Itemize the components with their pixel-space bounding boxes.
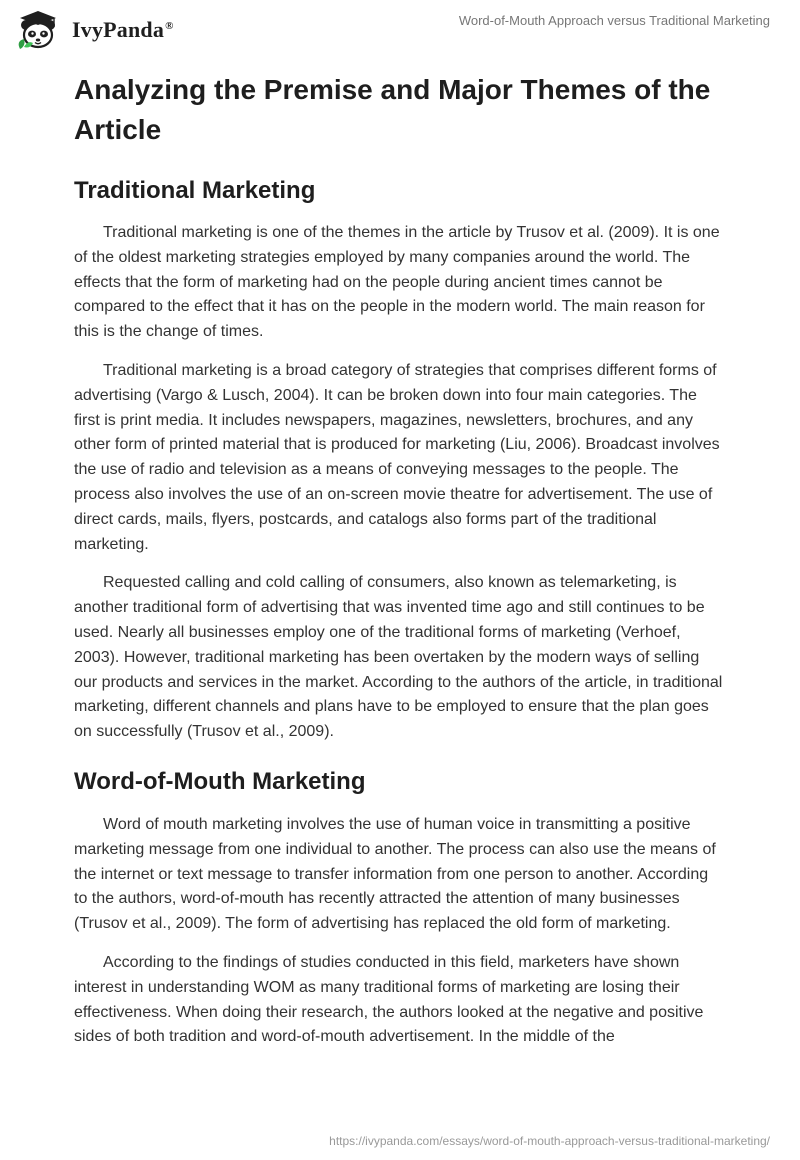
panda-graduate-icon — [14, 9, 64, 51]
ivypanda-logo[interactable] — [14, 8, 174, 52]
article-body — [74, 70, 724, 1064]
paragraph: Requested calling and cold calling of consumers, also known as telemarketing, is another traditional form of advertising that was invented time ago and still continues to be used. Nearly all businesses employ one of the traditional forms of marketing (Verhoef, 2003). However, traditional marketing has been overtaken by the modern ways of selling our products and services in the market. According to the authors of the article, in traditional marketing, different channels and plans have to be employed to ensure that the plan goes on successfully (Trusov et al., 2009). — [74, 574, 723, 741]
document-title: Word-of-Mouth Approach versus Traditional Marketing — [458, 13, 770, 28]
paragraph: Traditional marketing is a broad category of strategies that comprises different forms of advertising (Vargo & Lusch, 2004). It can be broken down into four main categories. The first is print media. It includes newspapers, magazines, newsletters, brochures, and any other form of printed material that is produced for marketing (Liu, 2006). Broadcast involves the use of radio and television as a means of conveying messages to the people. The process also involves the use of an on-screen movie theatre for advertisement. The use of direct cards, mails, flyers, postcards, and catalogs also forms part of the traditional marketing. — [74, 361, 720, 553]
page-title: Analyzing the Premise and Major Themes of the Article — [74, 74, 711, 145]
section-heading-word-of-mouth-marketing: Word-of-Mouth Marketing — [74, 767, 366, 795]
paragraph: Word of mouth marketing involves the use of human voice in transmitting a positive marketing message from one individual to another. The process can also use the means of the internet or text message to transfer information from one person to another. According to the authors, word-of-mouth has recently attracted the attention of many businesses (Trusov et al., 2009). The form of advertising has replaced the old form of marketing. — [74, 815, 716, 933]
section-heading-traditional-marketing: Traditional Marketing — [74, 177, 316, 204]
paragraph: According to the findings of studies conducted in this field, marketers have shown interest in understanding WOM as many traditional forms of marketing are losing their effectiveness. When doing their research, the authors looked at the negative and positive sides of both tradition and word-of-mouth advertisement. In the middle of the — [74, 953, 704, 1046]
source-url[interactable]: https://ivypanda.com/essays/word-of-mouth-approach-versus-traditional-marketing/ — [329, 1134, 770, 1148]
logo-wordmark: IvyPanda® — [72, 17, 174, 42]
page-header — [0, 0, 800, 60]
paragraph: Traditional marketing is one of the themes in the article by Trusov et al. (2009). It is one of the oldest marketing strategies employed by many companies around the world. The effects that the form of marketing had on the people during ancient times cannot be compared to the effect that it has on the people in the modern world. The main reason for this is the change of times. — [74, 224, 720, 341]
